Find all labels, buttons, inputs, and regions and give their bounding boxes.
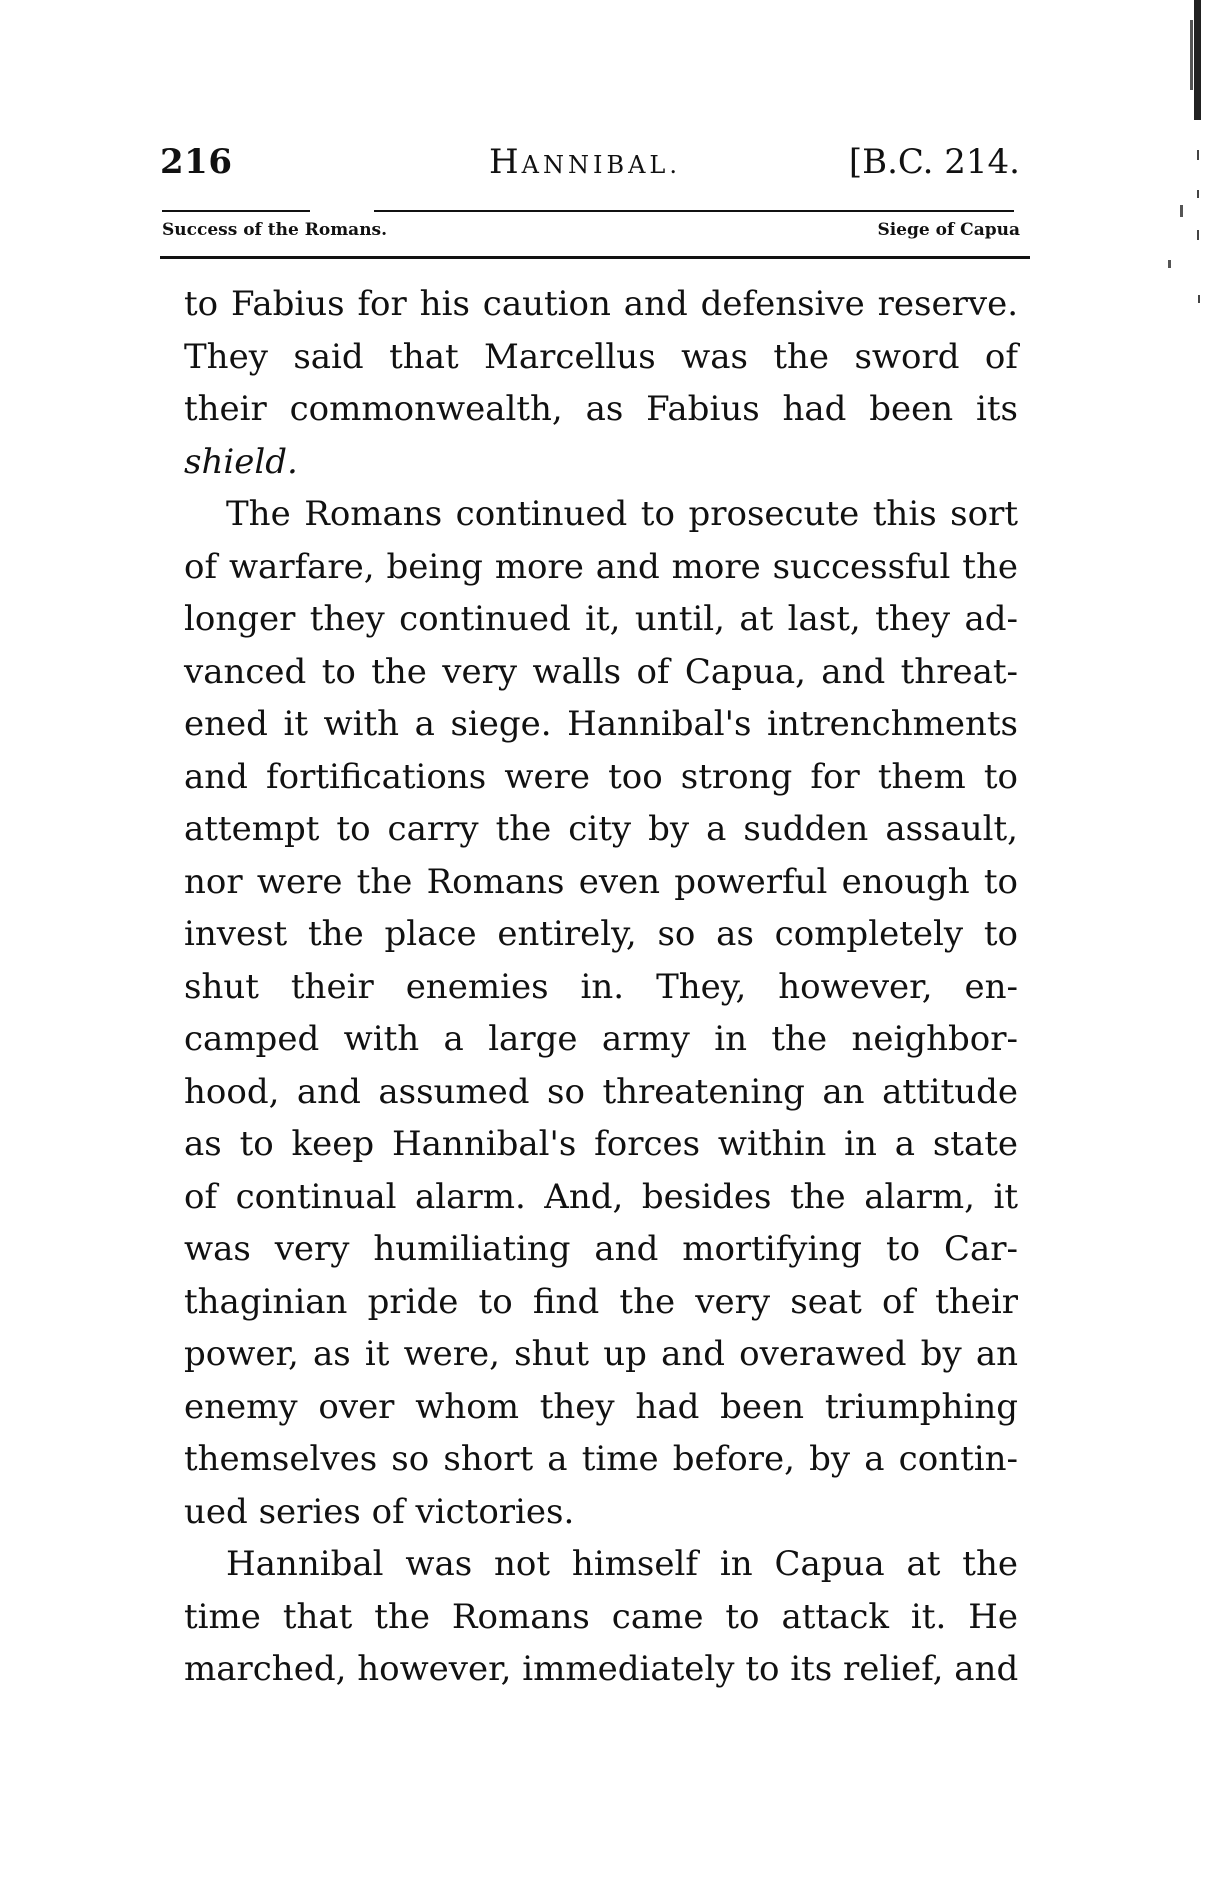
header-rule-left [162,210,310,212]
text-line: thaginian pride to find the very seat of their [184,1281,1018,1322]
body-text [184,278,1018,1696]
text-line: of warfare, being more and more successful the [184,546,1018,587]
scan-edge-artifact [1150,0,1208,330]
page-number: 216 [160,142,233,182]
text-line: ued series of victories. [184,1491,575,1532]
text-line: their commonwealth, as Fabius had been its [184,389,1018,429]
text-line: They said that Marcellus was the sword of [184,336,1018,377]
side-note-right: Siege of Capua [877,220,1020,240]
text-line: vanced to the very walls of Capua, and threat- [184,651,1018,692]
text-line: marched, however, immediately to its relief, and [184,1649,1019,1689]
text-line: of continual alarm. And, besides the alarm, it [184,1176,1018,1217]
header-rule-bottom [160,256,1030,259]
side-notes [160,220,1030,248]
running-title-rest: ANNIBAL. [521,151,681,179]
paragraph-2 [184,488,1018,1538]
date-reference: [B.C. 214. [848,142,1020,182]
text-line: power, as it were, shut up and overawed by an [184,1334,1018,1374]
text-line: as to keep Hannibal's forces within in a state [184,1124,1018,1164]
running-head [160,142,1020,190]
text-line: shield. [184,441,298,482]
text-line: The Romans continued to prosecute this sort [226,494,1018,534]
side-note-left: Success of the Romans. [162,220,388,240]
text-line: to Fabius for his caution and defensive reserve. [184,284,1018,324]
text-line: shut their enemies in. They, however, en- [184,966,1018,1007]
text-line: time that the Romans came to attack it. He [184,1596,1018,1637]
text-line: enemy over whom they had been triumphing [184,1386,1018,1427]
running-title-cap: H [488,142,522,182]
text-line: and fortifications were too strong for them to [184,756,1018,797]
text-line: Hannibal was not himself in Capua at the [226,1544,1018,1584]
text-line: nor were the Romans even powerful enough to [184,861,1018,902]
text-line: was very humiliating and mortifying to Car- [184,1229,1018,1269]
text-line: hood, and assumed so threatening an attitude [184,1071,1018,1112]
paragraph-3 [184,1538,1018,1696]
paragraph-1 [184,278,1018,488]
text-line: invest the place entirely, so as completely to [184,914,1018,954]
header-rule-right [374,210,1014,212]
text-line: attempt to carry the city by a sudden assault, [184,809,1018,849]
text-line: camped with a large army in the neighbor- [184,1019,1018,1059]
text-line: themselves so short a time before, by a contin- [184,1439,1018,1479]
text-line: longer they continued it, until, at last, they ad- [184,599,1018,639]
text-line: ened it with a siege. Hannibal's intrenchments [184,704,1018,744]
